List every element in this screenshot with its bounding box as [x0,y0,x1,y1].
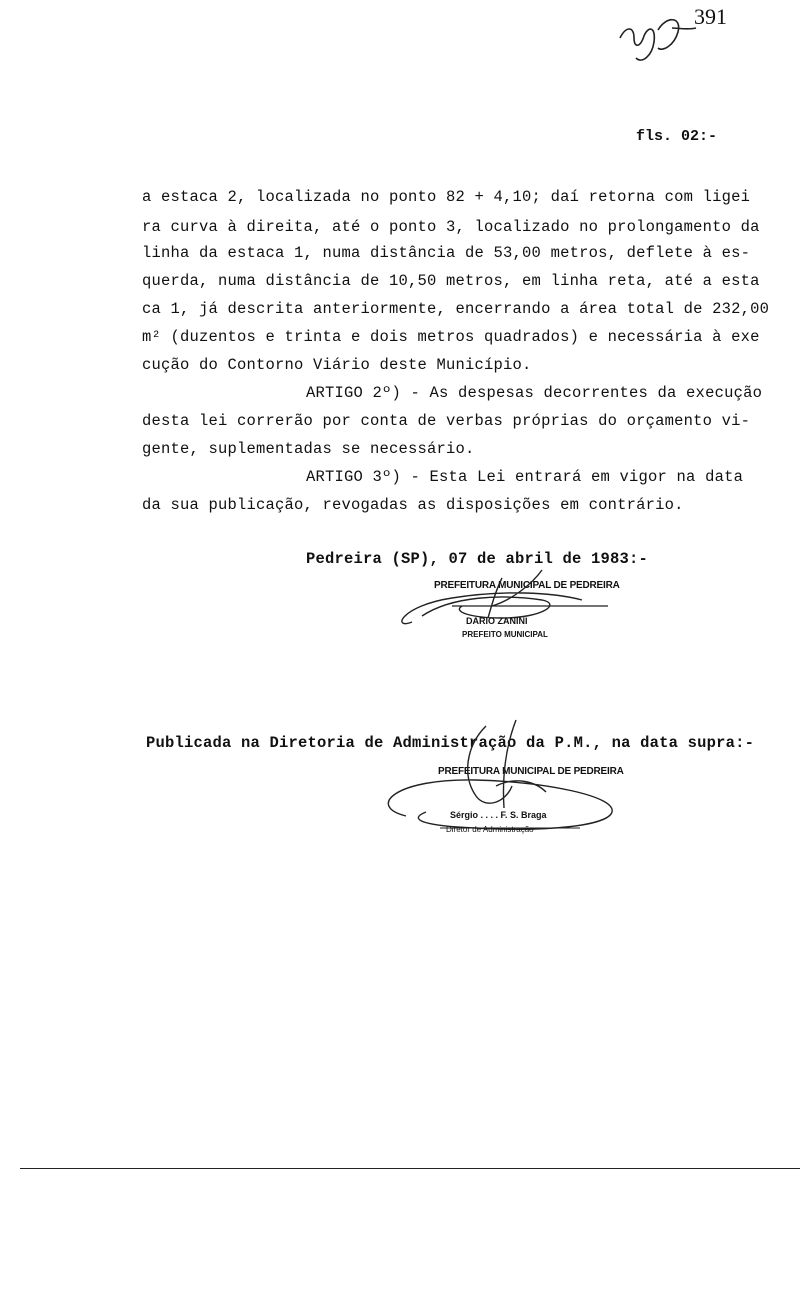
body-line: linha da estaca 1, numa distância de 53,00 metros, deflete à es- [142,244,751,262]
signature-1-title: PREFEITO MUNICIPAL [462,630,548,639]
artigo-2-line: desta lei correrão por conta de verbas próprias do orçamento vi- [142,412,751,430]
date-line: Pedreira (SP), 07 de abril de 1983:- [306,550,649,568]
signature-2-name: Sérgio . . . . F. S. Braga [450,810,547,820]
publication-line: Publicada na Diretoria de Administração da P.M., na data supra:- [146,734,755,752]
artigo-3-line: da sua publicação, revogadas as disposições em contrário. [142,496,684,514]
body-line: m² (duzentos e trinta e dois metros quadrados) e necessária à exe [142,328,760,346]
signature-1-name: DARIO ZANINI [466,616,528,626]
signature-1-stamp: PREFEITURA MUNICIPAL DE PEDREIRA [434,580,620,591]
body-line: cução do Contorno Viário deste Município. [142,356,532,374]
signature-2-stamp: PREFEITURA MUNICIPAL DE PEDREIRA [438,766,624,777]
artigo-2-line: gente, suplementadas se necessário. [142,440,475,458]
folio-number: fls. 02:- [636,128,718,145]
artigo-3-line: ARTIGO 3º) - Esta Lei entrará em vigor na data [306,468,744,486]
bottom-rule [20,1168,800,1169]
artigo-2-line: ARTIGO 2º) - As despesas decorrentes da execução [306,384,763,402]
signature-1-handwriting [392,560,612,640]
page-number: 391 [694,4,727,29]
body-line: ca 1, já descrita anteriormente, encerrando a área total de 232,00 [142,300,770,318]
handwritten-initials [612,8,702,68]
body-line: querda, numa distância de 10,50 metros, em linha reta, até a esta [142,272,760,290]
body-line: a estaca 2, localizada no ponto 82 + 4,10; daí retorna com ligei [142,188,751,206]
body-line: ra curva à direita, até o ponto 3, localizado no prolongamento da [142,218,760,236]
signature-2-title: Diretor de Administração [446,825,534,834]
